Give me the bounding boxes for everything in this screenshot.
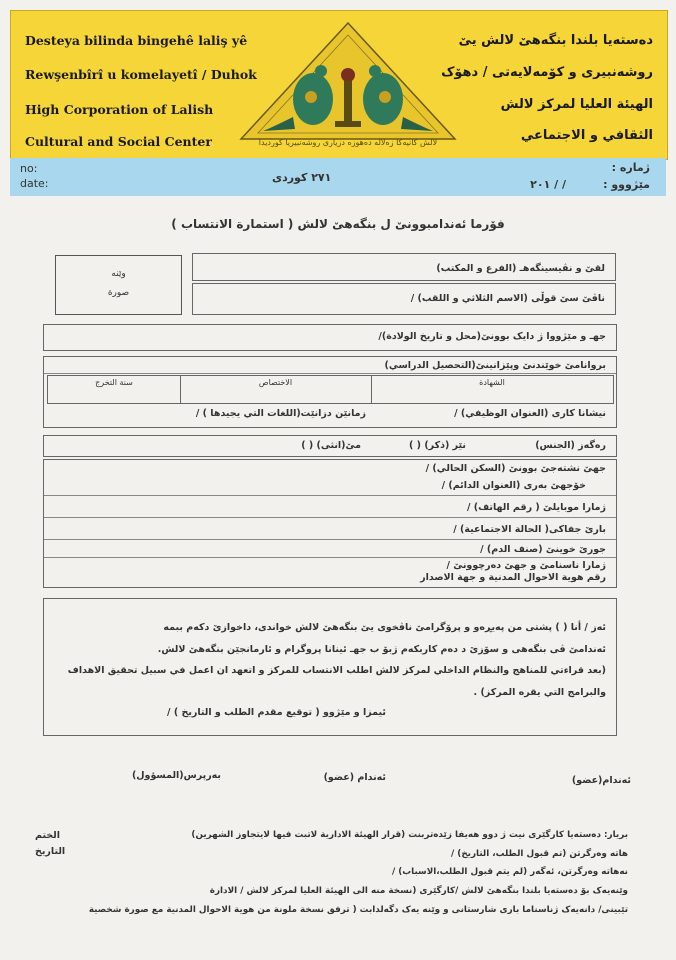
header-right-line-2: روشەنبیری و کۆمەلایەتی / دهۆک — [441, 65, 653, 80]
date-value: / / ٢٠١ — [530, 178, 566, 191]
gender-label: رەگەز (الجنس) — [535, 440, 606, 451]
letterhead — [10, 10, 668, 160]
gender-field[interactable] — [43, 435, 617, 457]
education-label: بروانامێ خوێندنێ وپێزانینێ(التحصيل الدراسي) — [384, 360, 606, 371]
pledge-box — [43, 598, 617, 736]
attachment-note: تێبینی/ دانەیەک ژناسناما باری شارستانی و وێنە یەک دگەلدابت ( ترفق نسخة ملونة من هوية الاحوال المدنية مع صورة شخصية — [88, 905, 628, 915]
stamp-label: الختم — [35, 830, 60, 841]
full-name-field[interactable] — [192, 283, 616, 315]
pledge-line-3: (بعد قراءتي للمناهج والنظام الداخلي لمركز لالش اطلب الانتساب للمركز و اتعهد ان اعمل في سبيل تحقيق الاهداف — [67, 665, 606, 676]
header-left-line-1: Desteya bilinda bingehê laliş yê — [25, 33, 248, 48]
header-right-line-4: الثقافي و الاجتماعي — [520, 128, 653, 143]
pledge-line-4: والبرامج التي يقره المركز) . — [473, 687, 606, 698]
rejected-field: نەهاتە وەرگرتن، ئەگەر (لم يتم قبول الطلب،الاسباب) / — [392, 867, 628, 877]
number-label-kurdish: ژمارە : — [611, 161, 650, 174]
branch-field[interactable] — [192, 253, 616, 281]
reference-band — [10, 158, 666, 196]
gender-female-option[interactable]: مێ(انثى) ( ) — [301, 440, 361, 451]
no-label: no: — [20, 162, 38, 175]
photo-label-arabic: صورة — [107, 288, 130, 298]
decision-note: بریار: دەستەیا کارگێری نیت ژ دوو هەیفا زێدەتربنت (قرار الهيئة الادارية لاتبت فيها لايتجاوز الشهرين) — [191, 830, 628, 840]
blood-label: جورێ خوینێ (صنف الدم) / — [480, 544, 606, 555]
responsible-signature: بەرپرس(المسؤول) — [131, 770, 221, 781]
branch-label: لقێ و نڤيسینگەهـ (الفرع و المكتب) — [436, 263, 605, 274]
copy-note: وێنەیەک بۆ دەستەیا بلندا بنگەهێ لالش /کارگێری (نسخة منه الى الهيئة العليا لمركز لالش / الادارة — [209, 886, 628, 896]
full-name-label: ناڤێ سێ قوڵی (الاسم الثلاثي و اللقب) / — [410, 293, 605, 304]
specialization-header: الاختصاص — [258, 378, 293, 387]
degree-header: الشهادة — [479, 378, 505, 387]
contact-section — [43, 459, 617, 588]
accepted-field: هاتە وەرگرتن (تم قبول الطلب، التاريخ) / — [451, 849, 628, 859]
kurdish-year: ٢٧١ كوردى — [272, 171, 332, 184]
header-right-line-3: الهيئة العليا لمركز لالش — [500, 97, 653, 112]
id-label-kurdish: ژمارا ناسنامێ و جهێ دەرچوونێ / — [446, 560, 606, 571]
logo-caption: لالش کانیەکا زەلالە دەهوزە دزیاری روشەنبیریا کوردیدا — [258, 138, 438, 147]
address-label: خۆجهێ بەری (العنوان الدائم) / — [441, 480, 586, 491]
date-label-kurdish: مێژووو : — [603, 178, 650, 191]
grad-year-header: سنة التخرج — [95, 378, 133, 387]
header-left-line-3: High Corporation of Lalish — [25, 102, 214, 117]
header-left-line-4: Cultural and Social Center — [25, 134, 212, 149]
birth-field[interactable] — [43, 324, 617, 351]
peacock-emblem-icon — [233, 17, 463, 157]
header-right-line-1: دەستەیا بلندا بنگەهێ لالش یێ — [458, 33, 653, 48]
languages-label: زمانێن دزانێت(اللغات التي يجيدها ) / — [195, 408, 366, 419]
stamp-date-label: التاريخ — [35, 846, 66, 857]
date-label: date: — [20, 177, 49, 190]
phone-label: ژمارا موبایلێ ( رقم الهاتف) / — [466, 502, 606, 513]
pledge-line-1: ئەز / أنا ( ) پشتی من پەیڕەو و پرۆگرامێ ناڤخوی یێ بنگەهێ لالش خواندی، داخوازێ دکەم ببمە — [163, 622, 606, 633]
education-table — [47, 375, 614, 404]
residence-label: جهێ نشتەجێ بوونێ (السكن الحالي) / — [425, 463, 606, 474]
marital-label: بارێ جفاکی( الحالة الاجتماعية) / — [453, 524, 606, 535]
gender-male-option[interactable]: نێر (ذكر) ( ) — [409, 440, 466, 451]
job-label: نیشانا کاری (العنوان الوظيفي) / — [454, 408, 606, 419]
member-signature-1: ئەندام (عضو) — [323, 772, 386, 783]
pledge-line-2: ئەندامێ ڤی بنگەهی و سۆزێ د دەم کاربکەم ژبۆ ب جهـ ئینانا پروگرام و ئارمانجێن بنگەهێ لالش. — [157, 644, 606, 655]
birth-label: جهـ و مێژووا ژ دایک بوونێ(محل و تاريخ الولادة)/ — [378, 331, 606, 342]
id-label-arabic: رقم هوية الاحوال المدنية و جهة الاصدار — [420, 572, 606, 583]
photo-box — [55, 255, 182, 315]
education-section — [43, 356, 617, 428]
applicant-signature-label[interactable]: ئیمزا و مێژوو ( توقيع مقدم الطلب و التاريخ ) / — [167, 707, 386, 718]
member-signature-2: ئەندام(عضو) — [571, 775, 631, 786]
form-title: فۆرما ئەندامبوونێ ل بنگەهێ لالش ( استمارة الانتساب ) — [171, 217, 505, 231]
header-left-line-2: Rewşenbîrî u komelayetî / Duhok — [25, 67, 257, 82]
photo-label-kurdish: وێنە — [111, 269, 126, 279]
